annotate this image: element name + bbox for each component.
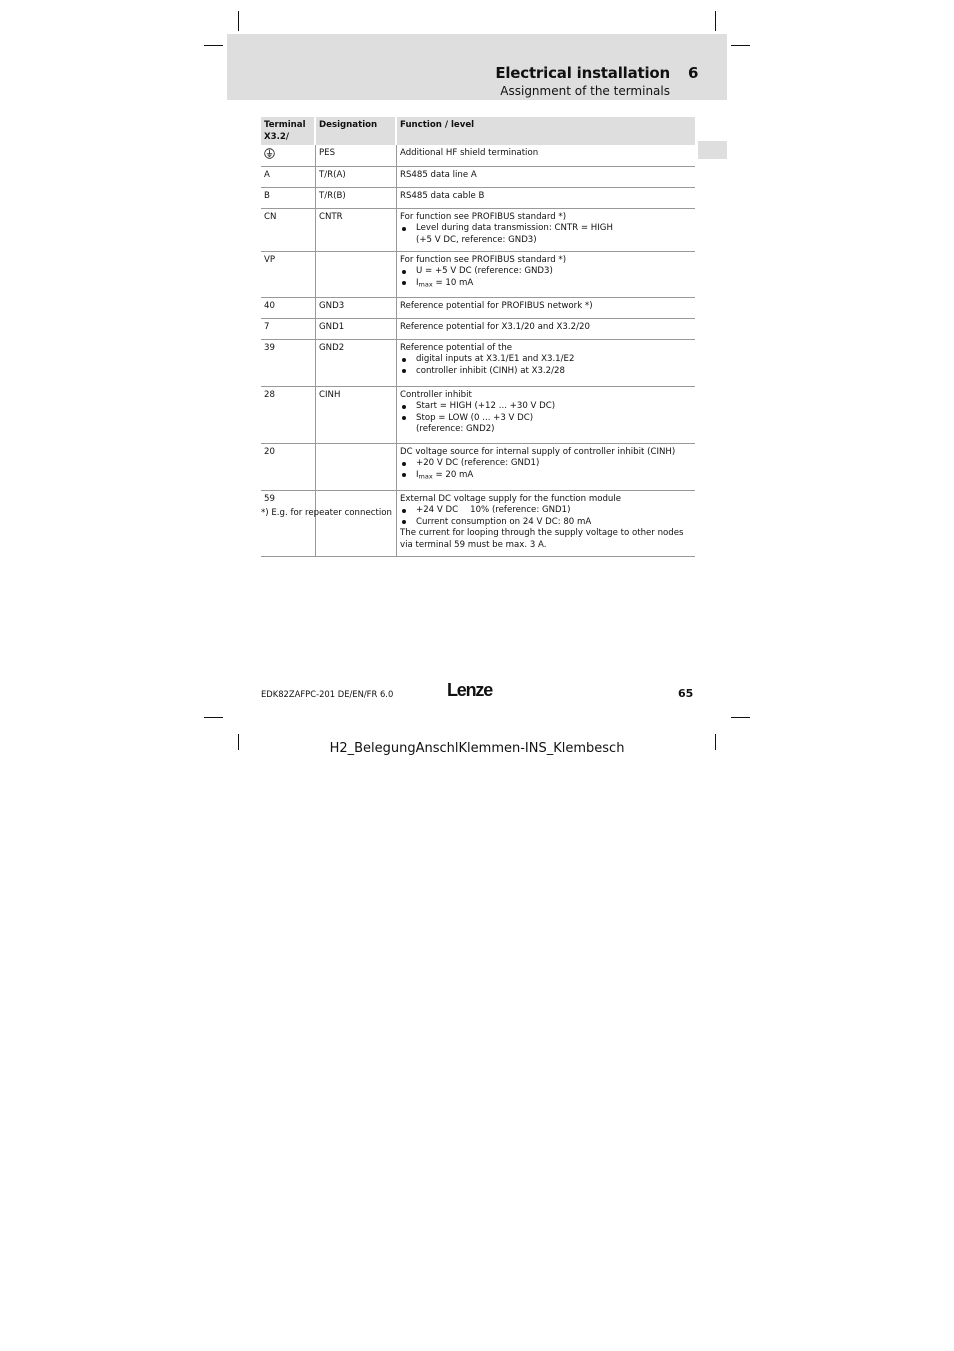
terminal-table [261,117,695,557]
file-label: H2_BelegungAnschlKlemmen-INS_Klembesch [329,741,625,756]
function-cell [397,252,695,298]
bullet-item: +20 V DC (reference: GND1) [400,458,692,470]
terminal-cell [261,298,316,319]
designation-cell: PES [316,145,397,167]
terminal-value: 39 [264,342,275,353]
table-row [261,340,695,387]
bullet-item [400,470,692,482]
function-cell [397,188,695,209]
bullet-item [400,278,692,290]
terminal-cell [261,252,316,298]
table-row [261,209,695,252]
bullet-item: U = +5 V DC (reference: GND3) [400,266,692,278]
terminal-cell [261,209,316,252]
function-text: (+5 V DC, reference: GND3) [416,234,537,245]
column-header-terminal [261,117,316,145]
designation-cell: T/R(A) [316,167,397,188]
value-text: = 10 mA [432,277,474,288]
bullet-item: Level during data transmission: CNTR = HIGH [400,223,692,235]
table-row [261,167,695,188]
table-row [261,319,695,340]
bullet-item: Stop = LOW (0 ... +3 V DC) [400,413,692,425]
function-cell [397,444,695,491]
function-cell [397,167,695,188]
terminal-value: 59 [264,493,275,504]
earth-ground-icon [264,148,275,159]
chapter-title: Electrical installation [495,64,670,82]
function-text: Reference potential for X3.1/20 and X3.2/20 [400,321,590,332]
value-text: +24 V DC [416,505,459,515]
terminal-cell [261,188,316,209]
crop-mark [204,45,223,46]
chapter-number: 6 [688,64,699,82]
function-text: Reference potential for PROFIBUS network *) [400,300,593,311]
crop-mark [238,11,239,31]
function-cell [397,387,695,444]
function-cell [397,319,695,340]
symbol-text: I [416,277,419,288]
terminal-cell [261,387,316,444]
function-text: For function see PROFIBUS standard *) [400,254,567,265]
terminal-cell [261,444,316,491]
terminal-value: 40 [264,300,275,311]
document-id: EDK82ZAFPC-201 DE/EN/FR 6.0 [261,689,394,699]
terminal-cell [261,167,316,188]
terminal-cell [261,340,316,387]
function-text: RS485 data line A [400,169,477,180]
table-row [261,188,695,209]
function-cell [397,209,695,252]
bullet-item: digital inputs at X3.1/E1 and X3.1/E2 [400,354,692,366]
chapter-side-tab [698,141,727,159]
bullet-item: Start = HIGH (+12 ... +30 V DC) [400,401,692,413]
table-row [261,252,695,298]
function-cell [397,298,695,319]
lenze-logo [446,679,504,701]
terminal-value: VP [264,254,276,265]
designation-cell [316,444,397,491]
terminal-value: CN [264,211,277,222]
bullet-item [400,505,692,517]
terminal-value: 20 [264,446,275,457]
terminal-cell [261,491,316,557]
crop-mark [204,717,223,718]
bullet-item: controller inhibit (CINH) at X3.2/28 [400,366,692,378]
terminal-value: A [264,169,270,180]
function-text: For function see PROFIBUS standard *) [400,211,567,222]
subscript-text: max [418,472,433,480]
function-cell [397,340,695,387]
function-cell [397,145,695,167]
terminal-cell [261,319,316,340]
terminal-value: 7 [264,321,270,332]
table-row [261,298,695,319]
lenze-logo-text: Lenze [447,680,493,700]
column-header-designation: Designation [316,117,397,145]
value-text: = 20 mA [432,469,474,480]
terminal-value: B [264,190,270,201]
column-header-terminal-text: Terminal X3.2/ [264,120,306,142]
designation-cell [316,252,397,298]
value-text: 10% (reference: GND1) [470,505,571,515]
table-row [261,145,695,167]
function-text: (reference: GND2) [416,424,495,434]
crop-mark [731,45,750,46]
table-header-row [261,117,695,145]
terminal-value: 28 [264,389,275,400]
designation-cell: T/R(B) [316,188,397,209]
footnote: *) E.g. for repeater connection [261,508,392,518]
bullet-item: Current consumption on 24 V DC: 80 mA [400,517,692,529]
function-text: RS485 data cable B [400,190,485,201]
terminal-cell [261,145,316,167]
function-text: Controller inhibit [400,389,472,400]
function-cell [397,491,695,557]
table-row [261,444,695,491]
function-text: Additional HF shield termination [400,148,539,158]
crop-mark [715,11,716,31]
function-text: DC voltage source for internal supply of controller inhibit (CINH) [400,446,676,457]
page-number: 65 [678,687,694,700]
subscript-text: max [418,280,433,288]
designation-cell: CNTR [316,209,397,252]
designation-cell: GND2 [316,340,397,387]
table-row [261,491,695,557]
symbol-text: I [416,469,419,480]
designation-cell [316,491,397,557]
section-title: Assignment of the terminals [500,84,670,98]
designation-cell: GND3 [316,298,397,319]
designation-cell: GND1 [316,319,397,340]
function-text: via terminal 59 must be max. 3 A. [400,539,547,550]
function-text: Reference potential of the [400,342,513,353]
function-text: External DC voltage supply for the function module [400,493,622,504]
designation-cell: CINH [316,387,397,444]
table-row [261,387,695,444]
column-header-function: Function / level [397,117,695,145]
crop-mark [731,717,750,718]
function-text: The current for looping through the supply voltage to other nodes [400,528,684,538]
